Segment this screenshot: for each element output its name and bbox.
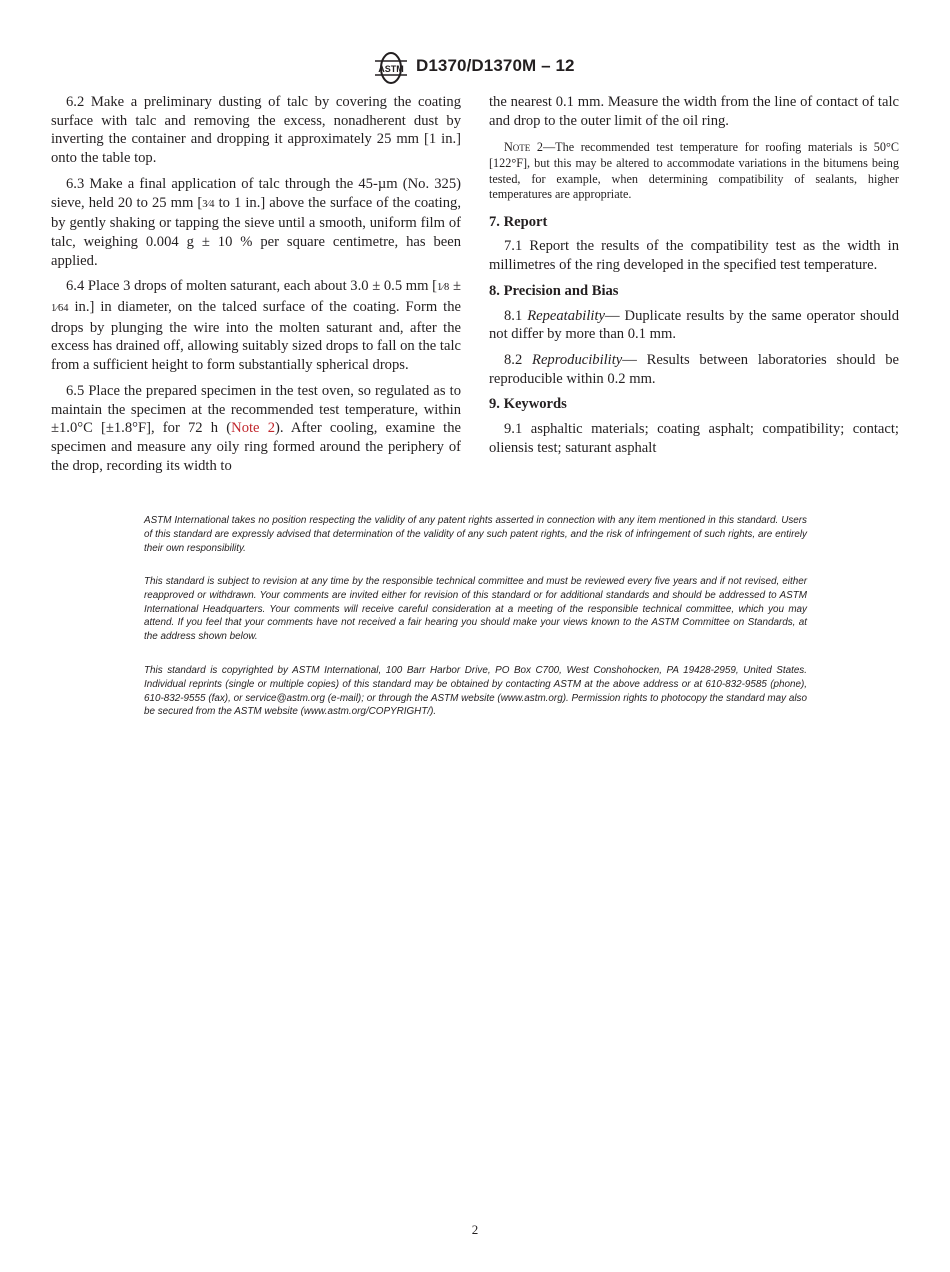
paragraph-6-5-text-b: ). After cooling, examine the specimen and measure any oily ring formed around the periphery of the drop, recording its width to (51, 420, 461, 474)
section-7-heading: 7. Report (489, 213, 548, 230)
page-header (0, 50, 950, 86)
note-2 (489, 140, 899, 202)
paragraph-9-1: 9.1 asphaltic materials; coating asphalt; compatibility; contact; oliensis test; saturant asphalt (489, 421, 899, 456)
plus-minus: ± (449, 278, 461, 295)
section-8-heading: 8. Precision and Bias (489, 282, 619, 299)
note-2-text: 2—The recommended test temperature for roofing materials is 50°C [122°F], but this may be altered to accommodate variations in the bitumens being tested, for example, when determining compatibility of sealants, higher temperatures are appropriate. (489, 140, 899, 202)
paragraph-8-1-number: 8.1 (504, 307, 528, 324)
paragraph-6-3 (51, 175, 461, 271)
reproducibility-term: Reproducibility (532, 352, 623, 368)
revision-notice: This standard is subject to revision at any time by the responsible technical committee and must be reviewed every five years and if not revised, either reapproved or withdrawn. Your comments are invited either for revision of this standard or for additional standards and should be addressed to ASTM International Headquarters. Your comments will receive careful consideration at a meeting of the responsible technical committee, which you may attend. If you feel that your comments have not received a fair hearing you should make your views known to the ASTM Committee on Standards, at the address shown below. (144, 576, 807, 643)
fraction-three-quarters: 3⁄4 (202, 198, 215, 210)
patent-notice: ASTM International takes no position respecting the validity of any patent rights asserted in connection with any item mentioned in this standard. Users of this standard are expressly advised that determination of the validity of any such patent rights, and the risk of infringement of such rights, are entirely their own responsibility. (144, 515, 807, 554)
note-label: Note (504, 140, 531, 155)
svg-text:ASTM: ASTM (378, 64, 404, 74)
paragraph-6-4-text-b: in.] in diameter, on the talced surface of the coating. Form the drops by plunging the wire into the molten saturant and, after the excess has drained off, allowing suitably sized drops to fall on the talc from a sufficient height to form substantially spherical drops. (51, 299, 461, 374)
paragraph-8-2-number: 8.2 (504, 352, 533, 368)
document-id: D1370/D1370M – 12 (416, 56, 575, 75)
astm-logo-icon (372, 52, 410, 84)
paragraph-6-3-text-a: 6.3 Make a final application of talc through the 45-µm (No. 325) sieve, held 20 to 25 mm [ (51, 175, 461, 211)
section-9-heading: 9. Keywords (489, 396, 567, 413)
repeatability-term: Repeatability (527, 307, 605, 324)
paragraph-7-1: 7.1 Report the results of the compatibility test as the width in millimetres of the ring developed in the specified test temperature. (489, 238, 899, 274)
paragraph-8-1-text: — Duplicate results by the same operator should not differ by more than 0.1 mm. (489, 307, 899, 343)
right-column (489, 93, 899, 465)
paragraph-6-5-text-a: 6.5 Place the prepared specimen in the test oven, so regulated as to maintain the specimen at the recommended test temperature, within ±1.0°C [±1.8°F], for 72 h ( (51, 382, 461, 437)
note-2-link[interactable]: Note 2 (231, 420, 276, 437)
paragraph-6-2: 6.2 Make a preliminary dusting of talc by covering the coating surface with talc and removing the excess, nonadherent dust by inverting the container and dropping it approximately 25 mm [1 in.] onto the table top. (51, 94, 461, 167)
paragraph-6-4-text-a: 6.4 Place 3 drops of molten saturant, each about 3.0 ± 0.5 mm [ (66, 278, 438, 295)
copyright-notice: This standard is copyrighted by ASTM International, 100 Barr Harbor Drive, PO Box C700, West Conshohocken, PA 19428-2959, United States. Individual reprints (single or multiple copies) of this standard may be obtained by contacting ASTM at the above address or at 610-832-9585 (phone), 610-832-9555 (fax), or service@astm.org (e-mail); or through the ASTM website (www.astm.org). Permission rights to photocopy the standard may also be secured from the ASTM website (www.astm.org/COPYRIGHT/). (144, 665, 807, 718)
fraction-one-eighth: 1⁄8 (437, 282, 450, 294)
paragraph-8-2-text: — Results between laboratories should be reproducible within 0.2 mm. (489, 352, 899, 387)
page-number: 2 (471, 1222, 479, 1237)
left-column (51, 93, 461, 482)
paragraph-6-5-continued: the nearest 0.1 mm. Measure the width from the line of contact of talc and drop to the outer limit of the oil ring. (489, 94, 899, 129)
paragraph-8-1 (489, 307, 899, 344)
paragraph-6-5 (51, 382, 461, 476)
paragraph-6-3-text-b: to 1 in.] above the surface of the coating, by gently shaking or tapping the sieve until a smooth, uniform film of talc, weighing 0.004 g ± 10 % per square centimetre, has been applied. (51, 194, 461, 269)
paragraph-6-4 (51, 277, 461, 375)
paragraph-8-2 (489, 351, 899, 388)
fraction-one-sixtyfourth: 1⁄64 (51, 303, 69, 315)
